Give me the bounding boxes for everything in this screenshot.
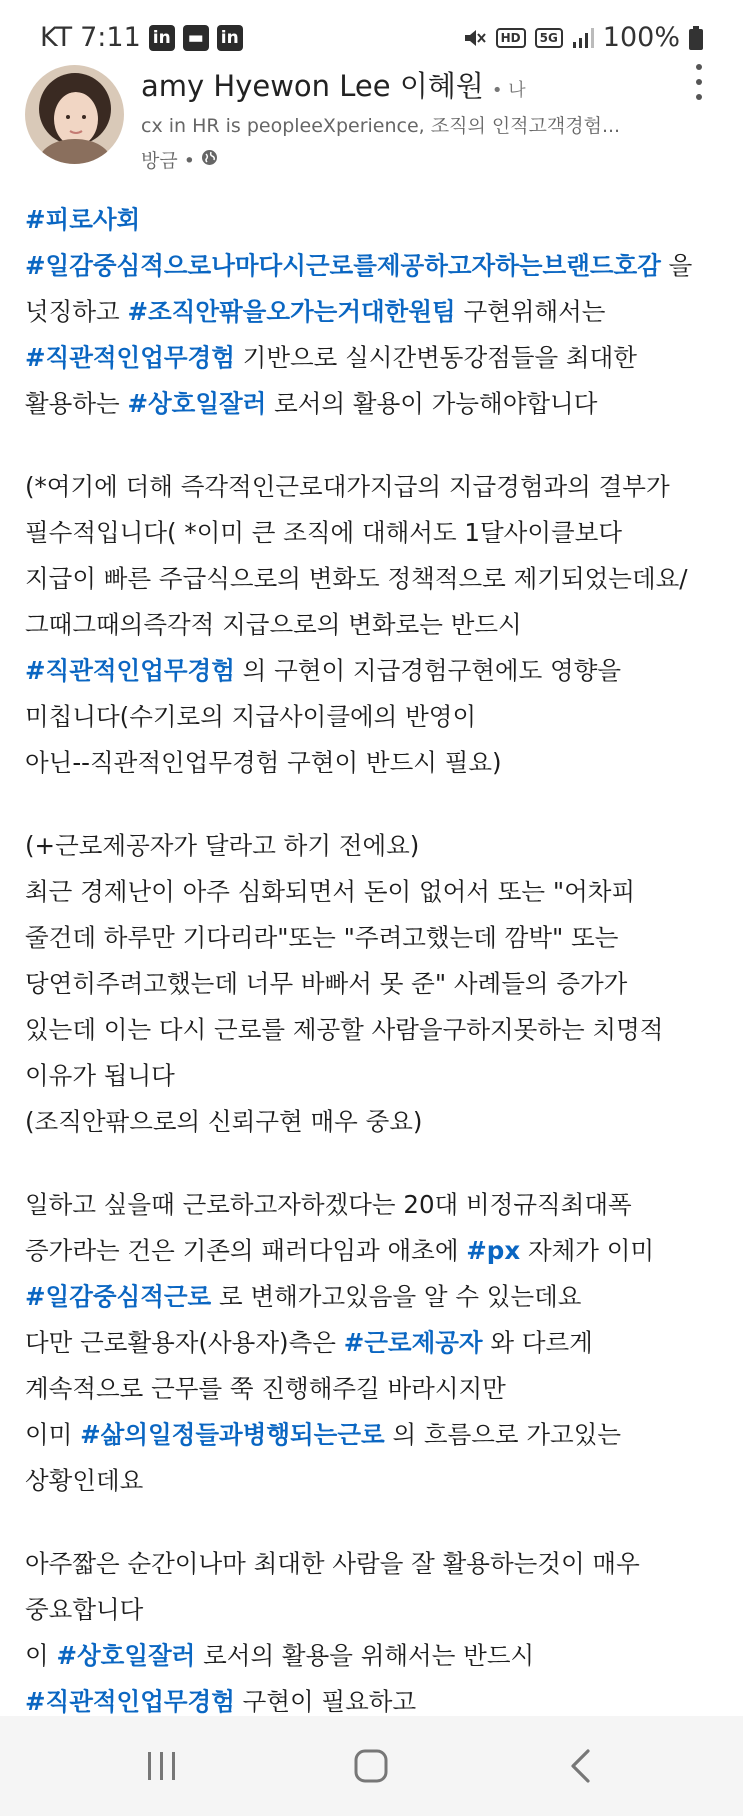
post-text: 다만 근로활용자(사용자)측은 bbox=[25, 1328, 344, 1357]
post-line bbox=[25, 740, 725, 786]
post-text: 증가라는 건은 기존의 패러다임과 애초에 bbox=[25, 1236, 467, 1265]
paragraph-gap bbox=[25, 786, 725, 823]
post-text: 그때그때의즉각적 지급으로의 변화로는 반드시 bbox=[25, 610, 522, 639]
linkedin-notification-icon: in bbox=[149, 25, 175, 51]
recents-icon[interactable] bbox=[132, 1738, 192, 1794]
post-line bbox=[25, 289, 725, 335]
post-text: (*여기에 더해 즉각적인근로대가지급의 지급경험과의 결부가 bbox=[25, 472, 670, 501]
hashtag-link[interactable]: #일감중심적으로나마다시근로를제공하고자하는브랜드호감 bbox=[25, 251, 661, 280]
post-time: 방금 • bbox=[141, 150, 195, 172]
post-line bbox=[25, 243, 725, 289]
post-text: 기반으로 실시간변동강점들을 최대한 bbox=[234, 343, 637, 372]
post-text: 로서의 활용이 가능해야합니다 bbox=[266, 389, 598, 418]
post-text: 중요합니다 bbox=[25, 1595, 144, 1624]
post-text: 미칩니다(수기로의 지급사이클에의 반영이 bbox=[25, 702, 477, 731]
globe-icon bbox=[201, 149, 218, 171]
system-navigation-bar bbox=[0, 1716, 743, 1816]
paragraph-gap bbox=[25, 1145, 725, 1182]
post-line bbox=[25, 464, 725, 510]
post-line bbox=[25, 1320, 725, 1366]
status-right bbox=[461, 22, 703, 53]
post-text: 로 변해가고있음을 알 수 있는데요 bbox=[211, 1282, 582, 1311]
post-meta bbox=[141, 146, 218, 173]
linkedin-notification-icon-2: in bbox=[217, 25, 243, 51]
battery-level: 100% bbox=[602, 22, 680, 53]
post-text: 을 bbox=[660, 251, 693, 280]
post-line bbox=[25, 1099, 725, 1145]
post-line bbox=[25, 1541, 725, 1587]
clock: 7:11 bbox=[80, 22, 141, 53]
post-line bbox=[25, 1458, 725, 1504]
message-notification-icon: ▬ bbox=[183, 25, 209, 51]
post-text: 계속적으로 근무를 쭉 진행해주길 바라시지만 bbox=[25, 1374, 506, 1403]
post-line bbox=[25, 510, 725, 556]
post-text: 최근 경제난이 아주 심화되면서 돈이 없어서 또는 "어차피 bbox=[25, 877, 636, 906]
post-line bbox=[25, 1633, 725, 1679]
post-line bbox=[25, 694, 725, 740]
post-text: 이 bbox=[25, 1641, 57, 1670]
paragraph-gap bbox=[25, 1504, 725, 1541]
post-line bbox=[25, 602, 725, 648]
post-line bbox=[25, 823, 725, 869]
post-text: 지급이 빠른 주급식으로의 변화도 정책적으로 제기되었는데요/ bbox=[25, 564, 688, 593]
post-text: 이미 bbox=[25, 1420, 81, 1449]
post-text: 로서의 활용을 위해서는 반드시 bbox=[195, 1641, 535, 1670]
hashtag-link[interactable]: #직관적인업무경험 bbox=[25, 1687, 235, 1716]
post-text: 의 구현이 지급경험구현에도 영향을 bbox=[234, 656, 622, 685]
post-line bbox=[25, 381, 725, 427]
home-icon[interactable] bbox=[341, 1738, 401, 1794]
connection-degree: • 나 bbox=[491, 80, 526, 101]
post-text: 줄건데 하루만 기다리라"또는 "주려고했는데 깜박" 또는 bbox=[25, 923, 619, 952]
post-text: (조직안팎으로의 신뢰구현 매우 중요) bbox=[25, 1107, 423, 1136]
post-text: 필수적입니다( *이미 큰 조직에 대해서도 1달사이클보다 bbox=[25, 518, 623, 547]
post-text: 의 흐름으로 가고있는 bbox=[384, 1420, 622, 1449]
hashtag-link[interactable]: #상호일잘러 bbox=[127, 389, 267, 418]
status-left bbox=[40, 22, 243, 53]
hashtag-link[interactable]: #일감중심적근로 bbox=[25, 1282, 212, 1311]
post-line bbox=[25, 197, 725, 243]
post-text: 자체가 이미 bbox=[520, 1236, 655, 1265]
hashtag-link[interactable]: #피로사회 bbox=[25, 205, 141, 234]
post-line bbox=[25, 961, 725, 1007]
post-line bbox=[25, 556, 725, 602]
post-line bbox=[25, 869, 725, 915]
post-line bbox=[25, 1182, 725, 1228]
post-text: 넛징하고 bbox=[25, 297, 128, 326]
post-line bbox=[25, 335, 725, 381]
post-text: 아닌--직관적인업무경험 구현이 반드시 필요) bbox=[25, 748, 502, 777]
hashtag-link[interactable]: #px bbox=[466, 1236, 521, 1265]
hashtag-link[interactable]: #삶의일정들과병행되는근로 bbox=[80, 1420, 385, 1449]
carrier-label: KT bbox=[40, 22, 73, 53]
post-line bbox=[25, 1007, 725, 1053]
post-text: 상황인데요 bbox=[25, 1466, 144, 1495]
post-text: 일하고 싶을때 근로하고자하겠다는 20대 비정규직최대폭 bbox=[25, 1190, 632, 1219]
battery-icon bbox=[689, 26, 703, 50]
signal-icon bbox=[572, 27, 594, 49]
author-avatar[interactable] bbox=[25, 65, 124, 164]
author-name-row bbox=[141, 64, 526, 105]
hd-voice-icon: HD bbox=[496, 28, 526, 48]
mute-icon bbox=[461, 25, 487, 51]
post-text: 활용하는 bbox=[25, 389, 128, 418]
post-text: 있는데 이는 다시 근로를 제공할 사람을구하지못하는 치명적 bbox=[25, 1015, 664, 1044]
hashtag-link[interactable]: #조직안팎을오가는거대한원팀 bbox=[127, 297, 456, 326]
post-body bbox=[25, 197, 725, 1725]
post-line bbox=[25, 1412, 725, 1458]
post-text: 구현위해서는 bbox=[455, 297, 606, 326]
more-options-icon[interactable] bbox=[691, 64, 707, 100]
hashtag-link[interactable]: #상호일잘러 bbox=[56, 1641, 196, 1670]
post-line bbox=[25, 915, 725, 961]
post-line bbox=[25, 1228, 725, 1274]
post-line bbox=[25, 1053, 725, 1099]
post-line bbox=[25, 648, 725, 694]
post-line bbox=[25, 1587, 725, 1633]
5g-icon: 5G bbox=[535, 28, 563, 48]
post-text: (+근로제공자가 달라고 하기 전에요) bbox=[25, 831, 420, 860]
post-line bbox=[25, 1366, 725, 1412]
post-text: 당연히주려고했는데 너무 바빠서 못 준" 사례들의 증가가 bbox=[25, 969, 628, 998]
paragraph-gap bbox=[25, 427, 725, 464]
hashtag-link[interactable]: #직관적인업무경험 bbox=[25, 343, 235, 372]
post-line bbox=[25, 1274, 725, 1320]
back-icon[interactable] bbox=[550, 1738, 610, 1794]
author-name[interactable]: amy Hyewon Lee 이혜원 bbox=[141, 69, 484, 103]
post-text: 와 다르게 bbox=[482, 1328, 593, 1357]
hashtag-link[interactable]: #근로제공자 bbox=[343, 1328, 483, 1357]
post-text: 이유가 됩니다 bbox=[25, 1061, 175, 1090]
hashtag-link[interactable]: #직관적인업무경험 bbox=[25, 656, 235, 685]
post-text: 구현이 필요하고 bbox=[234, 1687, 417, 1716]
author-headline: cx in HR is peopleeXperience, 조직의 인적고객경험... bbox=[141, 115, 621, 137]
post-text: 아주짧은 순간이나마 최대한 사람을 잘 활용하는것이 매우 bbox=[25, 1549, 640, 1578]
